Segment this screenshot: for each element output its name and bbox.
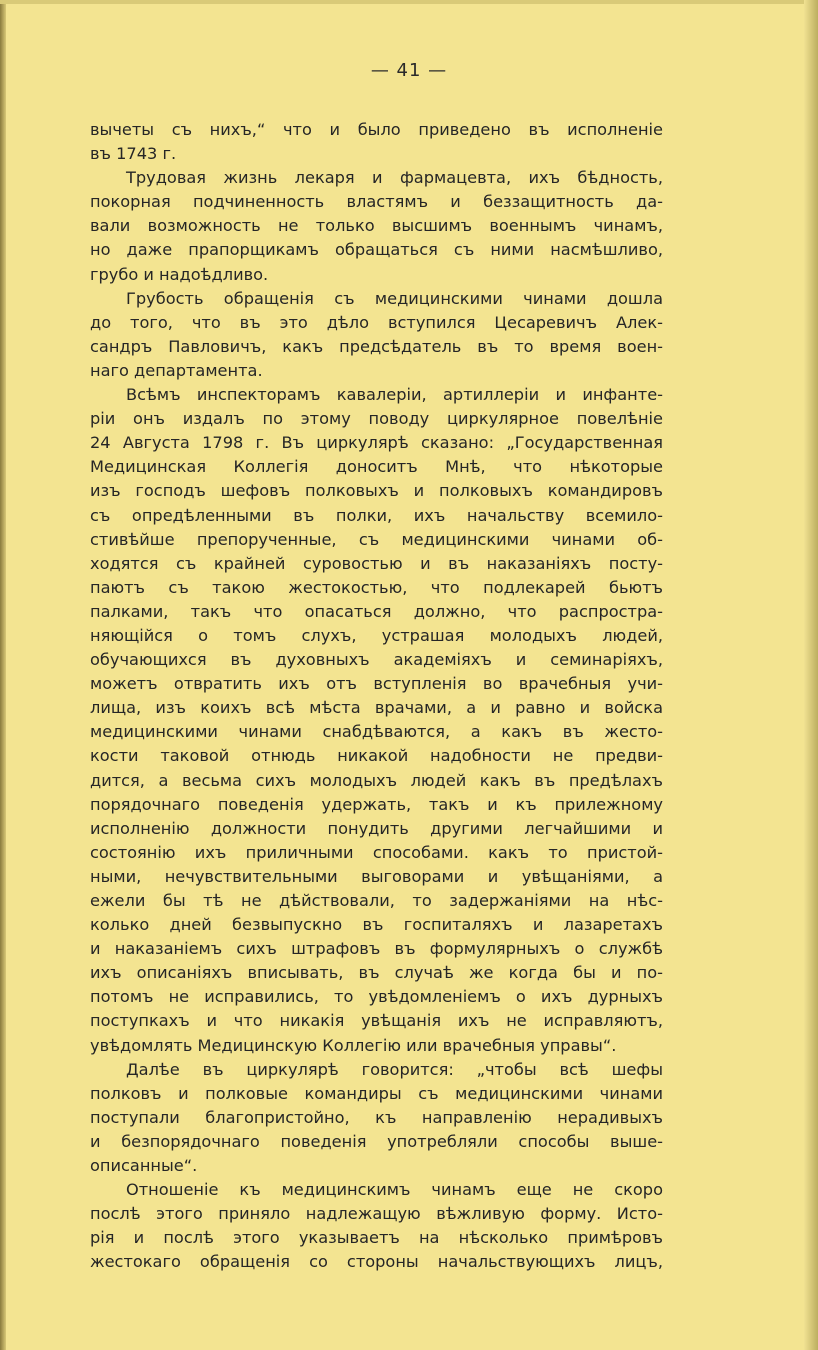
text-line: увѣдомлять Медицинскую Коллегію или врачебныя управы“.	[90, 1035, 617, 1055]
text-line: ріи онъ издалъ по этому поводу циркулярное повелѣніе	[90, 409, 663, 429]
text-line: порядочнаго поведенія удержать, такъ и къ прилежному	[90, 794, 663, 814]
text-line: но даже прапорщикамъ обращаться съ ними насмѣшливо,	[90, 240, 663, 260]
text-line: палками, такъ что опасаться должно, что распростра-	[90, 601, 663, 621]
text-line: рія и послѣ этого указываетъ на нѣсколько примѣровъ	[90, 1228, 663, 1248]
text-line: обучающихся въ духовныхъ академіяхъ и семинаріяхъ,	[90, 650, 663, 670]
text-line: дится, а весьма сихъ молодыхъ людей какъ въ предѣлахъ	[90, 770, 663, 790]
text-line: грубо и надоѣдливо.	[90, 264, 269, 284]
text-line: до того, что въ это дѣло вступился Цесаревичъ Алек-	[90, 312, 663, 332]
text-line: Грубость обращенія съ медицинскими чинами дошла	[126, 288, 663, 308]
text-line: состоянію ихъ приличными способами. какъ то пристой-	[90, 842, 663, 862]
text-line: сандръ Павловичъ, какъ предсѣдатель въ то время воен-	[90, 336, 663, 356]
text-line: поступали благопристойно, къ направленію нерадивыхъ	[90, 1107, 663, 1127]
text-line: можетъ отвратить ихъ отъ вступленія во врачебныя учи-	[90, 674, 663, 694]
text-line: жестокаго обращенія со стороны начальствующихъ лицъ,	[90, 1252, 663, 1272]
text-line: Трудовая жизнь лекаря и фармацевта, ихъ бѣдность,	[126, 168, 663, 188]
text-line: ежели бы тѣ не дѣйствовали, то задержаніями на нѣс-	[90, 891, 663, 910]
text-line: медицинскими чинами снабдѣваются, а какъ въ жесто-	[90, 722, 663, 742]
text-line: паютъ съ такою жестокостью, что подлекарей бьютъ	[90, 577, 663, 597]
text-line: Далѣе въ циркулярѣ говорится: „чтобы всѣ шефы	[126, 1059, 663, 1079]
page-right-edge	[804, 0, 818, 1350]
text-line: описанные“.	[90, 1156, 198, 1176]
page-number: — 41 —	[370, 60, 448, 81]
page-left-edge	[0, 0, 6, 1350]
text-line: няющійся о томъ слухъ, устрашая молодыхъ людей,	[90, 625, 663, 645]
body-text	[90, 118, 663, 1275]
text-line: вычеты съ нихъ,“ что и было приведено въ исполненіе	[90, 120, 663, 139]
text-line: ными, нечувствительными выговорами и увѣщаніями, а	[90, 866, 663, 886]
text-line: Отношеніе къ медицинскимъ чинамъ еще не скоро	[126, 1180, 663, 1200]
text-line: потомъ не исправились, то увѣдомленіемъ о ихъ дурныхъ	[90, 987, 663, 1007]
text-line: 24 Августа 1798 г. Въ циркулярѣ сказано: „Государственная	[90, 433, 663, 453]
text-line: съ опредѣленными въ полки, ихъ начальству всемило-	[90, 505, 663, 525]
text-line: послѣ этого приняло надлежащую вѣжливую форму. Исто-	[90, 1204, 663, 1224]
text-line: ихъ описаніяхъ вписывать, въ случаѣ же когда бы и по-	[90, 963, 663, 983]
text-line: лища, изъ коихъ всѣ мѣста врачами, а и равно и войска	[90, 698, 663, 718]
text-line: Всѣмъ инспекторамъ кавалеріи, артиллеріи и инфанте-	[126, 385, 663, 405]
text-line: наго департамента.	[90, 360, 263, 380]
text-line: поступкахъ и что никакія увѣщанія ихъ не исправляютъ,	[90, 1011, 663, 1031]
text-line: колько дней безвыпускно въ госпиталяхъ и лазаретахъ	[90, 915, 663, 935]
text-line: исполненію должности понудить другими легчайшими и	[90, 818, 663, 838]
text-line: стивѣйше препорученные, съ медицинскими чинами об-	[90, 529, 663, 549]
text-line: изъ господъ шефовъ полковыхъ и полковыхъ командировъ	[90, 481, 663, 501]
text-line: ходятся съ крайней суровостью и въ наказаніяхъ посту-	[90, 553, 663, 573]
text-line: Медицинская Коллегія доноситъ Мнѣ, что нѣкоторые	[90, 457, 663, 477]
text-line: и безпорядочнаго поведенія употребляли способы выше-	[90, 1131, 663, 1151]
text-line: вали возможность не только высшимъ военнымъ чинамъ,	[90, 216, 663, 236]
text-line: въ 1743 г.	[90, 144, 177, 164]
text-line: и наказаніемъ сихъ штрафовъ въ формулярныхъ о службѣ	[90, 939, 663, 959]
text-line: полковъ и полковые командиры съ медицинскими чинами	[90, 1083, 663, 1103]
text-line: покорная подчиненность властямъ и беззащитность да-	[90, 192, 663, 212]
text-line: кости таковой отнюдь никакой надобности не предви-	[90, 746, 663, 766]
page-top-edge	[0, 0, 818, 4]
